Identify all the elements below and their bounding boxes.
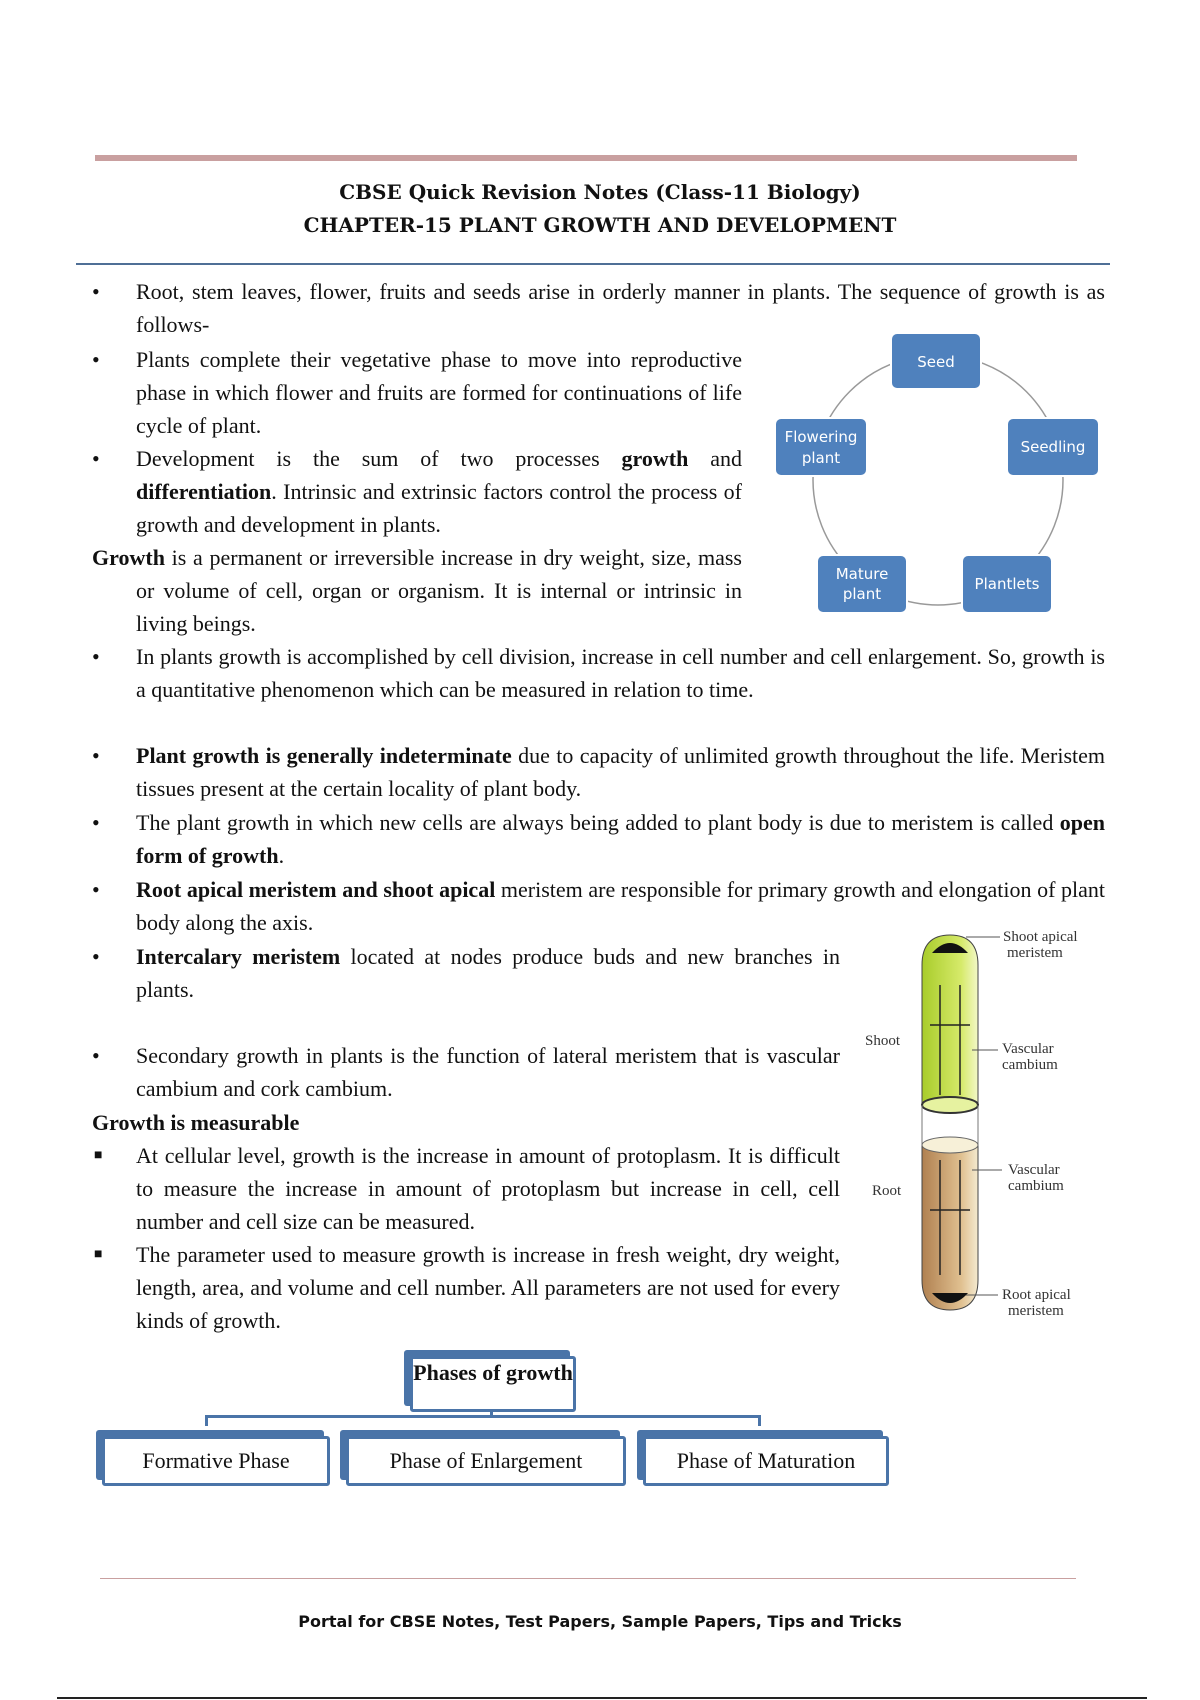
svg-text:plant: plant <box>842 585 882 603</box>
label-root: Root <box>872 1183 902 1199</box>
chapter-title: CHAPTER-15 PLANT GROWTH AND DEVELOPMENT <box>303 213 897 237</box>
cycle-node-plantlets <box>962 555 1052 613</box>
label-vascular-cambium-shoot: Vascular <box>1002 1041 1054 1057</box>
bullet-cell-division: • In plants growth is accomplished by cell division, increase in cell number and cell enlargement. So, growth is a quantitative phenomenon which can be measured in relation to time. <box>92 644 1105 702</box>
bullet-open-growth: • The plant growth in which new cells are always being added to plant body is due to meristem is called open form of growth. <box>92 810 1105 868</box>
bullet-vegetative-phase: • Plants complete their vegetative phase to move into reproductive phase in which flower and fruits are formed for continuations of life cycle of plant. <box>92 347 742 438</box>
bullet-intercalary: • Intercalary meristem located at nodes produce buds and new branches in plants. <box>92 944 841 1002</box>
phase-formative: Formative Phase <box>102 1436 330 1486</box>
meristem-figure <box>860 925 1110 1320</box>
bullet-secondary-growth: • Secondary growth in plants is the function of lateral meristem that is vascular cambium and cork cambium. <box>92 1043 840 1101</box>
label-shoot-apical-2: meristem <box>1007 945 1063 961</box>
bullet-growth-sequence: • Root, stem leaves, flower, fruits and seeds arise in orderly manner in plants. The sequence of growth is as follows- <box>92 279 1105 337</box>
phases-root-box: Phases of growth <box>410 1356 576 1412</box>
root-cylinder <box>922 1145 978 1310</box>
label-vascular-cambium-shoot-2: cambium <box>1002 1057 1058 1073</box>
bullet-development: • Development is the sum of two processes growth and differentiation. Intrinsic and extrinsic factors control the process of growth and development in plants. <box>92 446 743 537</box>
footer-rule <box>100 1578 1076 1579</box>
phase-maturation: Phase of Maturation <box>643 1436 889 1486</box>
label-shoot: Shoot <box>865 1033 901 1049</box>
shoot-cylinder <box>922 935 978 1105</box>
svg-text:Plantlets: Plantlets <box>974 575 1040 593</box>
life-cycle-diagram <box>770 325 1110 625</box>
cycle-node-seed <box>891 333 981 389</box>
svg-text:plant: plant <box>801 449 841 467</box>
phases-connector <box>205 1415 761 1426</box>
bullet-indeterminate: • Plant growth is generally indeterminate due to capacity of unlimited growth throughout the life. Meristem tissues present at the certain locality of plant body. <box>92 743 1105 801</box>
bullet-cellular-level: ■ At cellular level, growth is the increase in amount of protoplasm. It is difficult to measure the increase in amount of protoplasm but increase in cell, cell number and cell size can be measured. <box>94 1143 840 1234</box>
header-decorative-bar <box>95 155 1077 161</box>
cycle-node-seedling <box>1007 418 1099 476</box>
page-bottom-rule <box>57 1697 1147 1699</box>
svg-text:Seedling: Seedling <box>1020 438 1086 456</box>
svg-text:Seed: Seed <box>917 353 955 371</box>
header-rule <box>76 263 1110 265</box>
svg-text:Mature: Mature <box>835 565 889 583</box>
label-root-apical-2: meristem <box>1008 1303 1064 1319</box>
label-vascular-cambium-root: Vascular <box>1008 1162 1060 1178</box>
phase-enlargement: Phase of Enlargement <box>346 1436 626 1486</box>
label-vascular-cambium-root-2: cambium <box>1008 1178 1064 1194</box>
footer-text: Portal for CBSE Notes, Test Papers, Sample Papers, Tips and Tricks <box>298 1612 902 1631</box>
growth-definition: Growth is a permanent or irreversible increase in dry weight, size, mass or volume of cell, organ or organism. It is internal or intrinsic in living beings. <box>92 545 742 636</box>
label-shoot-apical: Shoot apical <box>1003 929 1078 945</box>
label-root-apical: Root apical <box>1002 1287 1071 1303</box>
cycle-node-flowering-plant <box>775 418 867 476</box>
cycle-node-mature-plant <box>817 555 907 613</box>
document-title: CBSE Quick Revision Notes (Class-11 Biology) <box>339 180 861 204</box>
bullet-growth-parameters: ■ The parameter used to measure growth is increase in fresh weight, dry weight, length, area, and volume and cell number. All parameters are not used for every kinds of growth. <box>94 1242 840 1333</box>
bullet-apical-meristem: • Root apical meristem and shoot apical meristem are responsible for primary growth and elongation of plant body along the axis. <box>92 877 1106 935</box>
heading-growth-measurable: Growth is measurable <box>92 1110 300 1135</box>
svg-text:Flowering: Flowering <box>784 428 858 446</box>
